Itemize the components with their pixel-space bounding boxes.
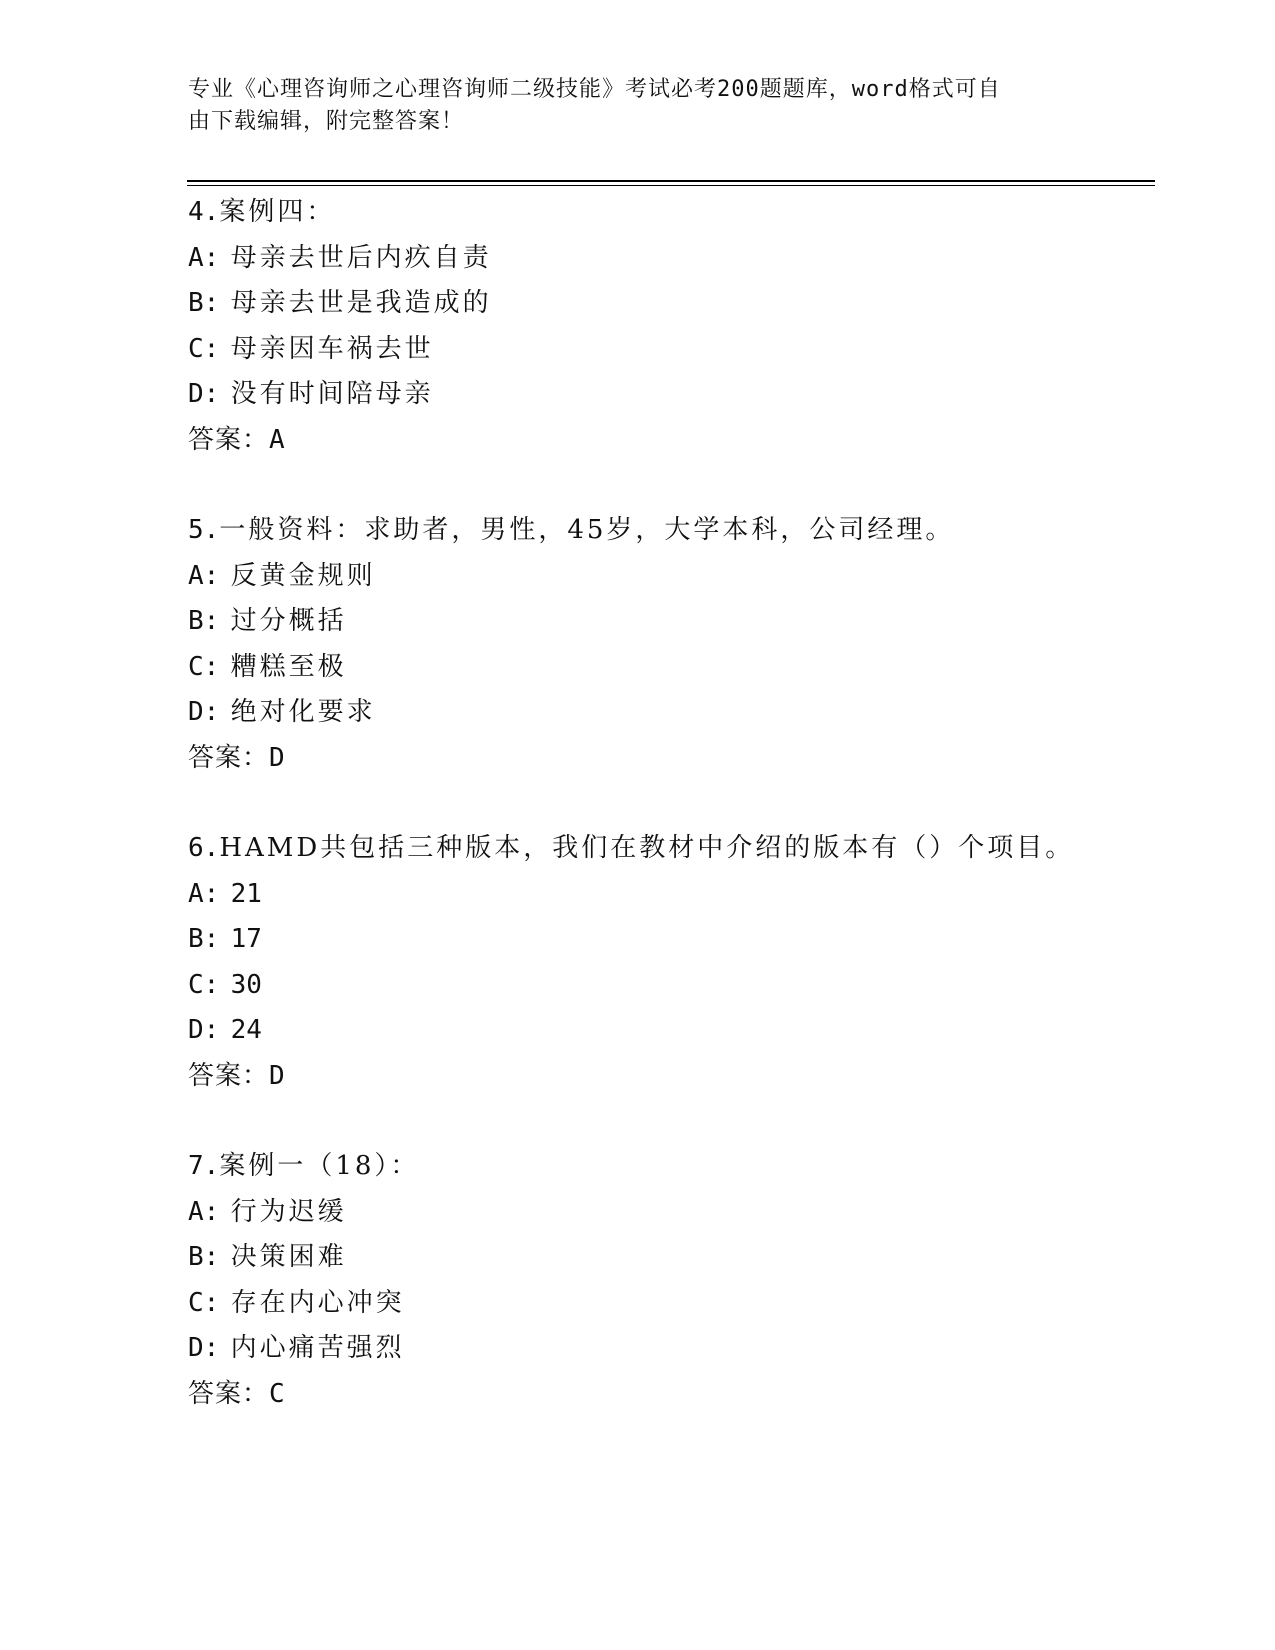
answer-line bbox=[188, 418, 1148, 464]
option-letter: B: bbox=[188, 606, 220, 636]
option-b bbox=[188, 1235, 1148, 1281]
question-item bbox=[188, 508, 1148, 781]
answer-value: C bbox=[269, 1378, 286, 1409]
answer-line bbox=[188, 736, 1148, 782]
question-stem bbox=[188, 826, 1148, 872]
option-letter: B: bbox=[188, 924, 220, 954]
option-a bbox=[188, 554, 1148, 600]
header-line-1 bbox=[188, 74, 1088, 106]
option-text: 决策困难 bbox=[230, 1242, 347, 1272]
question-text: 案例一（18）： bbox=[219, 1151, 420, 1181]
option-text: 行为迟缓 bbox=[230, 1196, 347, 1227]
header-number: 200 bbox=[717, 77, 760, 102]
option-text: 24 bbox=[230, 1015, 262, 1045]
option-letter: A: bbox=[188, 1196, 220, 1227]
question-number: 4. bbox=[188, 197, 220, 227]
header-line-2: 由下载编辑，附完整答案！ bbox=[188, 109, 465, 134]
option-c bbox=[188, 327, 1148, 373]
option-text: 绝对化要求 bbox=[230, 697, 376, 727]
answer-value: A bbox=[269, 424, 286, 455]
question-text: 一般资料：求助者，男性，45岁，大学本科，公司经理。 bbox=[219, 515, 955, 545]
option-letter: D: bbox=[188, 697, 220, 727]
option-d bbox=[188, 1008, 1148, 1054]
option-text: 糟糕至极 bbox=[230, 651, 347, 682]
question-stem bbox=[188, 190, 1148, 236]
option-letter: A: bbox=[188, 560, 220, 591]
question-stem bbox=[188, 1144, 1148, 1190]
option-text: 反黄金规则 bbox=[230, 560, 376, 591]
option-c bbox=[188, 1281, 1148, 1327]
option-text: 内心痛苦强烈 bbox=[230, 1333, 405, 1363]
question-text: HAMD共包括三种版本，我们在教材中介绍的版本有（）个项目。 bbox=[219, 833, 1075, 863]
option-text: 30 bbox=[230, 969, 262, 1000]
option-b bbox=[188, 281, 1148, 327]
header-text-a: 专业《心理咨询师之心理咨询师二级技能》考试必考 bbox=[188, 77, 718, 102]
answer-label: 答案： bbox=[188, 424, 270, 455]
option-d bbox=[188, 1326, 1148, 1372]
option-letter: D: bbox=[188, 1015, 220, 1045]
option-text: 没有时间陪母亲 bbox=[230, 379, 434, 409]
answer-value: D bbox=[269, 742, 286, 773]
question-number: 6. bbox=[188, 833, 220, 863]
option-text: 存在内心冲突 bbox=[230, 1287, 405, 1318]
option-letter: B: bbox=[188, 1242, 220, 1272]
answer-value: D bbox=[269, 1060, 286, 1091]
question-number: 7. bbox=[188, 1151, 220, 1181]
header-text-b: 题题库， bbox=[759, 77, 852, 102]
option-d bbox=[188, 372, 1148, 418]
option-text: 母亲因车祸去世 bbox=[230, 333, 434, 364]
option-a bbox=[188, 872, 1148, 918]
option-letter: C: bbox=[188, 969, 220, 1000]
option-letter: C: bbox=[188, 333, 220, 364]
question-text: 案例四： bbox=[219, 197, 336, 227]
answer-line bbox=[188, 1054, 1148, 1100]
option-text: 母亲去世是我造成的 bbox=[230, 288, 492, 318]
option-c bbox=[188, 645, 1148, 691]
option-a bbox=[188, 236, 1148, 282]
question-item bbox=[188, 1144, 1148, 1417]
option-c bbox=[188, 963, 1148, 1009]
option-letter: B: bbox=[188, 288, 220, 318]
option-letter: D: bbox=[188, 379, 220, 409]
header-divider-thick bbox=[187, 180, 1155, 182]
question-stem bbox=[188, 508, 1148, 554]
question-list bbox=[188, 190, 1148, 1417]
option-text: 17 bbox=[230, 924, 262, 954]
option-letter: A: bbox=[188, 878, 220, 909]
option-letter: D: bbox=[188, 1333, 220, 1363]
answer-line bbox=[188, 1372, 1148, 1418]
document-header bbox=[188, 74, 1088, 138]
option-b bbox=[188, 917, 1148, 963]
question-item bbox=[188, 826, 1148, 1099]
header-word: word bbox=[851, 77, 909, 102]
option-letter: C: bbox=[188, 651, 220, 682]
option-b bbox=[188, 599, 1148, 645]
option-a bbox=[188, 1190, 1148, 1236]
option-text: 母亲去世后内疚自责 bbox=[230, 242, 492, 273]
question-number: 5. bbox=[188, 515, 220, 545]
option-text: 21 bbox=[230, 878, 262, 909]
option-d bbox=[188, 690, 1148, 736]
header-divider-thin bbox=[187, 185, 1155, 186]
question-item bbox=[188, 190, 1148, 463]
answer-label: 答案： bbox=[188, 1378, 270, 1409]
option-letter: C: bbox=[188, 1287, 220, 1318]
answer-label: 答案： bbox=[188, 1060, 270, 1091]
option-letter: A: bbox=[188, 242, 220, 273]
option-text: 过分概括 bbox=[230, 606, 347, 636]
header-text-c: 格式可自 bbox=[908, 77, 1001, 102]
answer-label: 答案： bbox=[188, 742, 270, 773]
